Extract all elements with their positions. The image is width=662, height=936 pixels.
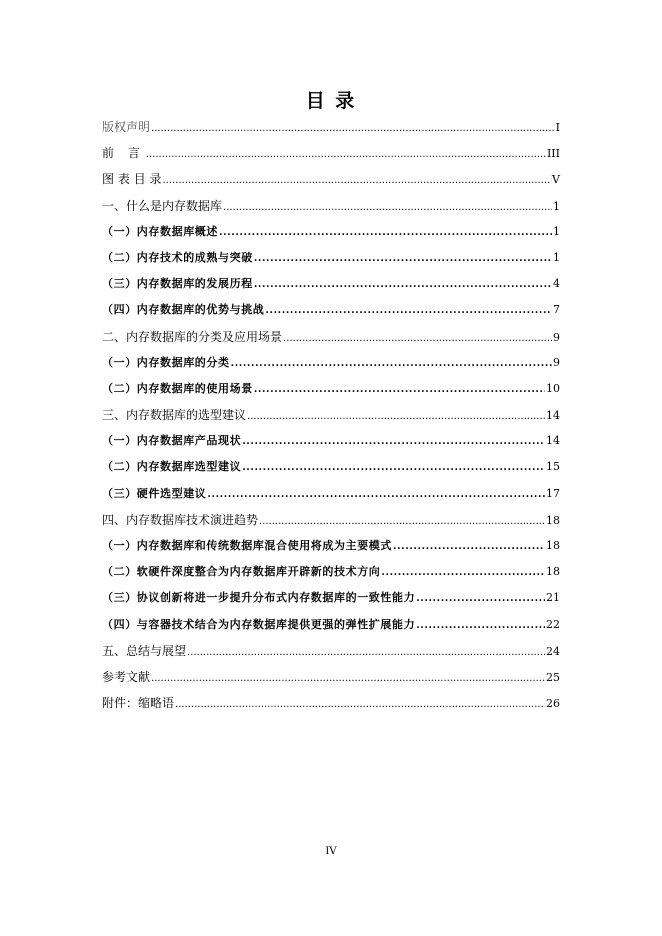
toc-entry-page: 22	[546, 617, 560, 631]
toc-entry-label: （二）内存技术的成熟与突破	[102, 250, 253, 264]
toc-entry-label: 前 言	[102, 146, 145, 161]
dot-leader	[219, 223, 552, 243]
dot-leader	[381, 563, 545, 583]
toc-entry-section-4-1[interactable]	[102, 536, 560, 562]
toc-entry-page: 1	[553, 224, 560, 238]
dot-leader	[254, 249, 552, 269]
toc-entry-page: 7	[553, 303, 560, 317]
dot-leader	[283, 329, 552, 349]
toc-entry-chapter-5[interactable]	[102, 641, 560, 667]
toc-entry-page: 17	[546, 486, 560, 500]
dot-leader	[151, 119, 555, 139]
toc-entry-chapter-1[interactable]	[102, 196, 560, 222]
toc-entry-page: 14	[546, 434, 560, 448]
dot-leader	[265, 301, 552, 321]
toc-entry-section-1-4[interactable]	[102, 300, 560, 326]
dot-leader	[242, 458, 545, 478]
dot-leader	[162, 171, 551, 191]
dot-leader	[416, 589, 545, 609]
dot-leader	[151, 669, 545, 689]
toc-entry-page: 24	[546, 644, 560, 658]
toc-entry-label: （二）内存数据库选型建议	[102, 460, 242, 474]
toc-entry-appendix[interactable]	[102, 693, 560, 719]
toc-entry-label: （一）内存数据库概述	[102, 224, 218, 238]
toc-entry-label: （三）硬件选型建议	[102, 486, 207, 500]
toc-entry-section-3-1[interactable]	[102, 431, 560, 457]
toc-entry-section-4-4[interactable]	[102, 615, 560, 641]
toc-entry-section-2-1[interactable]	[102, 353, 560, 379]
toc-entry-preface[interactable]	[102, 143, 560, 169]
toc-entry-page: I	[555, 121, 560, 134]
toc-entry-label: 附件：缩略语	[102, 696, 175, 711]
dot-leader	[223, 198, 552, 218]
toc-entry-page: 18	[546, 539, 560, 552]
dot-leader	[175, 695, 545, 715]
toc-entry-page: 9	[553, 355, 560, 369]
toc-entry-label: 版权声明	[102, 120, 151, 134]
toc-entry-label: （四）与容器技术结合为内存数据库提供更强的弹性扩展能力	[102, 617, 416, 631]
toc-entry-page: 18	[546, 565, 560, 579]
toc-entry-label: （三）协议创新将进一步提升分布式内存数据库的一致性能力	[102, 591, 416, 605]
toc-entry-page: 26	[546, 697, 560, 711]
dot-leader	[259, 512, 545, 532]
dot-leader	[393, 537, 545, 557]
dot-leader	[254, 275, 552, 295]
toc-entry-page: 1	[553, 250, 560, 264]
toc-entry-chapter-4[interactable]	[102, 510, 560, 536]
toc-entry-copyright[interactable]	[102, 117, 560, 143]
dot-leader	[187, 643, 545, 663]
toc-entry-page: 18	[546, 513, 560, 527]
toc-entry-section-1-3[interactable]	[102, 274, 560, 300]
toc-entry-label: （三）内存数据库的发展历程	[102, 277, 253, 291]
toc-entry-page: 15	[546, 460, 560, 474]
dot-leader	[416, 616, 545, 636]
toc-entry-label: （二）软硬件深度整合为内存数据库开辟新的技术方向	[102, 565, 381, 579]
toc-entry-section-1-2[interactable]	[102, 248, 560, 274]
toc-entry-label: 五、总结与展望	[102, 643, 187, 658]
toc-entry-page: 9	[553, 330, 560, 344]
table-of-contents	[102, 117, 560, 719]
dot-leader	[231, 354, 552, 374]
page-title: 目 录	[305, 90, 357, 112]
toc-entry-chapter-2[interactable]	[102, 327, 560, 353]
toc-entry-page: 4	[553, 277, 560, 291]
toc-entry-references[interactable]	[102, 667, 560, 693]
toc-entry-section-4-3[interactable]	[102, 588, 560, 614]
dot-leader	[242, 432, 545, 452]
dot-leader	[254, 380, 545, 400]
toc-entry-label: （一）内存数据库的分类	[102, 355, 230, 369]
toc-entry-section-2-2[interactable]	[102, 379, 560, 405]
toc-entry-section-4-2[interactable]	[102, 562, 560, 588]
toc-entry-figures[interactable]	[102, 169, 560, 195]
toc-entry-page: 14	[546, 409, 560, 423]
toc-entry-section-3-3[interactable]	[102, 484, 560, 510]
toc-entry-label: 二、内存数据库的分类及应用场景	[102, 329, 283, 344]
dot-leader	[207, 485, 545, 505]
toc-entry-label: 参考文献	[102, 669, 151, 684]
toc-entry-section-3-2[interactable]	[102, 457, 560, 483]
toc-entry-page: 21	[546, 591, 560, 605]
toc-entry-label: 四、内存数据库技术演进趋势	[102, 512, 259, 527]
dot-leader	[146, 145, 546, 165]
toc-entry-label: （一）内存数据库产品现状	[102, 434, 242, 448]
toc-entry-chapter-3[interactable]	[102, 405, 560, 431]
page-number: IV	[325, 846, 337, 857]
toc-entry-label: 一、什么是内存数据库	[102, 198, 223, 213]
toc-entry-page: 10	[546, 381, 560, 395]
toc-entry-label: 图 表 目 录	[102, 172, 162, 187]
toc-entry-page: 1	[553, 199, 560, 213]
dot-leader	[247, 407, 545, 427]
toc-entry-page: V	[552, 173, 560, 187]
toc-entry-label: （二）内存数据库的使用场景	[102, 381, 253, 395]
toc-entry-label: （四）内存数据库的优势与挑战	[102, 303, 265, 317]
toc-entry-label: 三、内存数据库的选型建议	[102, 408, 247, 423]
toc-entry-label: （一）内存数据库和传统数据库混合使用将成为主要模式	[102, 539, 392, 552]
toc-entry-section-1-1[interactable]	[102, 222, 560, 248]
toc-entry-page: 25	[546, 670, 560, 684]
toc-entry-page: III	[546, 147, 560, 161]
